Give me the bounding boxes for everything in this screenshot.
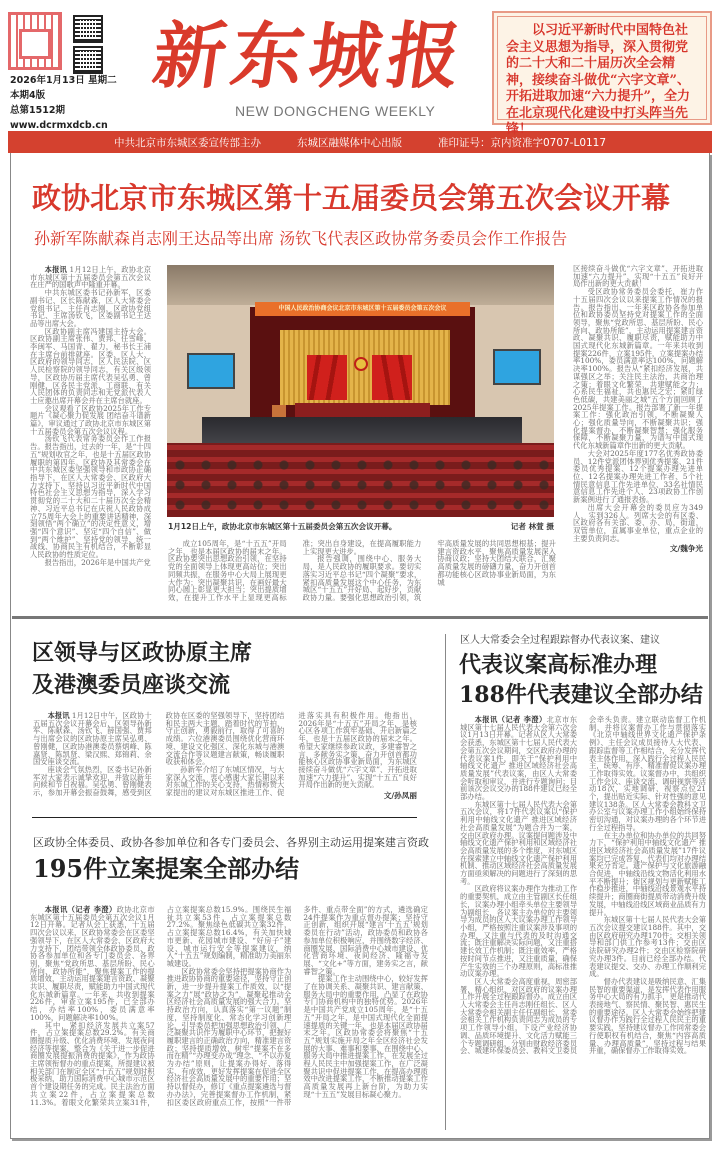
website-link[interactable]: www.dcrmxdcb.cn	[10, 120, 108, 131]
article4-kicker: 区人大常委会全过程跟踪督办代表议案、建议	[460, 635, 660, 646]
dateline: 本报讯（记者 李澄）	[474, 715, 547, 724]
paragraph-text: 区政府将议案办理作为推动工作的重要契机，成立由主管副区长任组长，议案办理小组牵头单位主要领导为副组长，各议案主办单位的主要领导为成员的区人大议案办理工作领导小组，严格按照注重议案涉及事项的办理，又注重与代表的及时沟通交流；既注重解决实际问题，又注重搭建长效工作机制；既注重效率，严格按时间节点推进，又注重质量，确保产生实效的三个办理原则，高标准推动议案办理。	[460, 884, 577, 979]
paragraph-text: 报告强调，围绕中心、服务大局，是人民政协的履职要求。要切实落实习近平总书记“四个凝聚”要求，紧扣高质量发展这个中心任务，为东城区“十五五”开好局、起好步，贡献政协力量。要强化思想政治引领，筑牢高质量发展的共同思想根基；提升建言资政水平，聚焦高质量发展深入协商议政；坚持大团结大联合，汇聚高质量发展的磅礴力量，奋力开创首都功能核心区政协事业新局面，为东城	[302, 539, 556, 602]
paragraph	[589, 916, 706, 978]
paragraph	[30, 405, 151, 436]
paragraph-text: 其中，紧扣经济发展共立案57件，占立案提案总数29.2%。有关商圈提质升级、优化消费环境、发展夜间经济等提案，整合为《关于进一步促进商圈发展提振消费的提案》，作为政协主席领衔督办的重点提案，所提建议被相关部门在制定全区“十五五”规划时积极采纳，助力国际消费中心城市示范区首个建设期任务的完成。民主法治方面共立案22件，占立案提案总数11.3%。着眼文化繁荣共立案31件，占立案提案总数15.9%。围绕民生福祉共立案53件，占立案提案总数27.2%。聚焦绿色低碳共立案32件，占立案提案总数16.4%，有关加快城市更新、花园城市建设、“好房子”建设、城市运行安全等提案建议，纳入“十五五”规划编制，精准助力美丽东城建设。	[30, 905, 292, 1107]
dateline: 本报讯	[44, 265, 68, 274]
publisher-license: 准印证号：京内资准字0707-L0117	[437, 136, 607, 149]
article3-headline[interactable]: 195件立案提案全部办结	[33, 854, 300, 883]
paragraph-text: 会议观看了区政协2025年工作专题片《凝心聚力促发展 团结奋斗谱新篇》，审议通过了政协北京市东城区第十五届委员会第五次会议议程。	[30, 403, 151, 436]
paragraph	[460, 716, 577, 801]
paragraph	[460, 801, 577, 886]
qr-code-icon[interactable]	[73, 46, 103, 74]
newspaper-title: 新东城报	[148, 13, 472, 98]
lead-subhead: 孙新军陈献森肖志刚王达品等出席 汤钦飞代表区政协常务委员会作工作报告	[34, 229, 568, 248]
cppcc-emblem-icon	[354, 357, 368, 371]
paragraph-text: 汤钦飞代表常务委员会作工作报告。报告指出，过去的一年，是“十四五”规划收官之年，也是十五届区政协履职的第四年。区政协及其常委会在中共东城区委坚强领导和市政协正确指导下，在区人大常委会、区政府大力支持下，坚持以习近平新时代中国特色社会主义思想为指导，深入学习贯彻党的二十大和二十届历次全会精神、习近平总书记在庆祝人民政协成立75周年大会上的重要讲话精神，深刻领悟“两个确立”的决定性意义，增强“四个意识”、坚定“四个自信”、做到“两个维护”，坚持党的领导、统一战线、协商民主有机结合，不断彰显人民政协的性质定位。	[30, 434, 151, 560]
newspaper-logo	[8, 12, 62, 70]
paragraph-text: 区人大常委会高度重视，周密部署，精心组织，对区政府的议案办理工作开展全过程跟踪督办。成立由区人大常委会主任肖志刚任组长、区人大常委会相关副主任任副组长，常委会相关工作机构负责同志为成员的专项工作领导小组，下设产业经济协调、品质环境提升、文化活力赋能三个专题调研组，分别由财政经济委员会、城建环保委员会、教科文卫委员会牵头负责。建立联动监督工作机制，并将议案督办工作与贯彻落实《北京中轴线世界文化遗产保护条例》、主任会议成员接待人大代表、跟踪监督等工作相结合，充分发挥代表主体作用，深入践行全过程人民民主，统筹、有序、精准督促议案办理工作取得实效。议案督办中，共组织工作会议、座谈交流、调研视察等活动18次，实地调研、视察点位21个，提出贴近实际、针对性强的意见建议138条。区人大常委会教科文卫办公室与议案办理工作小组始终保持密切沟通，对议案办理的各个环节进行全过程指导。	[460, 715, 706, 1056]
article3-body	[30, 906, 428, 1106]
paragraph-text: 中共东城区委书记孙新军，区委副书记、区长陈献森，区人大常委会党组书记、主任肖志刚，区政协党组书记、主席汤钦飞，区委副书记王达品等出席大会。	[30, 288, 151, 328]
paragraph	[589, 978, 706, 1055]
paragraph-text: 区政协常委会坚持把提案协商作为推进政协协商的重要途径，坚持守正创新，进一步提升提案工作质效，以“提案之力”展“政协之为”，凝聚起推动全区经济社会高质量发展的强大合力。坚持政治方向，认真落实“第一议题”制度，坚持制度化、常态化学习创新理论，引导委员把加强思想政治引领、广泛凝聚共识作为履职中心环节，把握好履职建言的正确政治方向，精准建言资政；坚持提质增效，树牢“提案不在多而在精”“办理变办成”理念、“不以办复为办结”原则，让提案办得好、落得实、有成效，更好发挥提案在促进全区经济社会高质量发展中的重要作用；坚持以督促办，修订《重点提案遴选与督办办法》，完善提案督办工作机制，紧扣区委区政府重点工作，按照“一件带多件、重点带全面”的方式，遴选确定24件提案作为重点督办提案；坚持守正创新，组织开展“建言‘十五五’规划委员在行动”活动，政协委员和政协各参加单位积极响应，并围绕数字经济、商圈发展、国际消费中心城市建设、优化营商环境、夜间经济、隆福寺发展、“文化+”等方面，建务实之言，献睿智之策。	[166, 905, 428, 1107]
screen-right	[493, 349, 541, 385]
newspaper-english-title: NEW DONGCHENG WEEKLY	[235, 103, 436, 119]
paragraph	[30, 328, 151, 405]
paragraph	[30, 906, 155, 1022]
screen-left	[187, 353, 235, 389]
photo-credit: 记者 林萱 摄	[510, 522, 554, 531]
conference-photo	[167, 265, 554, 517]
article4-body	[460, 716, 706, 1055]
paragraph-text: 区接续奋斗做优“六字文章”、开拓进取加速“六力提升”，实现“十五五”良好开局作出新的更大贡献！	[573, 264, 703, 289]
lead-byline: 文/魏争光	[669, 544, 703, 554]
article2-byline: 文/孙凤丽	[383, 791, 417, 801]
headline-line: 及港澳委员座谈交流	[32, 673, 231, 698]
paragraph-text: 东城区第十七届人民代表大会第五次会议提交建议188件。其中，交由区政府研究办理170件；交相关领导和部门供工作参考13件；交由区法院研究办理2件；交由区检察院研究办理3件。目前已经全部办结。代表建议提交、交办、办理工作顺利完成。	[589, 915, 706, 979]
paragraph-text: 成立105周年，是“十五五”开局之年，也是本届区政协的届末之年。区政协要突出思想政治引领，在坚持党的全面领导上体现更高站位；突出同频共振，在服务中心大局上展现更大作为；突出凝聚共识，在画好最大同心圆上彰显更大担当；突出提质增效，在提升工作水平上显现更高标准；突出自身建设，在提高履职能力上实现更大进步。	[168, 539, 422, 602]
paragraph-text: 政协北京市东城区第十五届委员会第五次会议1月12日开幕。记者从会上获悉，十五届四次会议以来，区政协常委会在区委坚强领导下，在区人大常委会、区政府大力支持下，团结带领全体政协委员、政协各参加单位和各专门委员会、各界别，聚焦“党政所思、基层所盼、民心所向、政协所能”，聚焦提案工作的提质增效，主动运用提案建言资政、凝聚共识、履职尽责，赋能助力中国式现代化东城新篇章。一年来，共收到提案226件，审查立案195件，已全部办结，办结率100%，委员满意率100%，问题解决率100%。	[30, 905, 155, 1022]
paragraph-text: 出席大会开幕会的委员应为349人，实到326人。列席大会的有区委、区政府各有关部、委、办、局，街道，双管单位，直属事业单位，重点企业的主要负责同志。	[573, 502, 703, 543]
dateline: 本报讯	[47, 711, 70, 720]
caption-text: 1月12日上午，政协北京市东城区第十五届委员会第五次会议开幕。	[168, 522, 397, 531]
paragraph	[460, 885, 577, 977]
paragraph-text: 东城区第十七届人民代表大会第五次会议，将17件代表议案以“保护利用中轴线文化遗产 推进区域经济社会高质量发展”为题合并为一案，交由区政府办理。议案提问题涉及中轴线文化遗产保护利用和区域经济社会高质量发展的多个维度，对东城区在探索建立中轴线文化遗产保护利用机制、推动区域经济社会高质量发展方面亟须解决的问题进行了深刻的思考。	[460, 799, 577, 886]
slogan-text: 以习近平新时代中国特色社会主义思想为指导，深入贯彻党的二十大和二十届历次全会精神，接续奋斗做优“六字文章”、开拓进取加速“六力提升”，全力在北京现代化建设中打头阵当先锋！	[506, 23, 690, 137]
dateline: 本报讯（记者 李澄）	[44, 905, 117, 914]
headline-line: 区领导与区政协原主席	[32, 641, 253, 666]
photo-caption	[168, 521, 554, 532]
slogan-box	[492, 11, 712, 137]
paragraph	[30, 266, 151, 289]
paragraph-text: 北京市东城区第十七届人民代表大会第六次会议1月13日开幕。记者从区人大常委会获悉，东城区第十七届人民代表大会第五次会议期间，交区政府办理的代表议案1件，即关于“保护利用中轴线文化遗产 推进区域经济社会高质量发展”代表议案，由区人大常委会听取和审议，并进行专题询问；目前该次会议交办的188件建议已经全部办结。	[460, 715, 577, 802]
paragraph-text: 区政协副主席冯建国主持大会。区政协副主席张伟、贾邦、任雪峰、李闽军、马国青、翟力，秘书长王浦在主席台前排就座。区委、区人大、区政府的领导同志，区人民法院、区人民检察院的领导同志，有关区级领导，区政协历届主席代表吴弘勇、曾刚健，区各民主党派、工商联、有关人民团体的负责同志和无党派代表人士应邀出席开幕会并在主席台就座。	[30, 326, 151, 405]
section-divider	[12, 616, 708, 619]
paragraph-text: 报告指出，2026年是中国共产党	[44, 557, 151, 567]
paragraph	[303, 975, 428, 1098]
lead-under-photo	[168, 540, 556, 602]
article-divider	[32, 817, 417, 818]
headline-line: 代表议案高标准办理	[459, 652, 658, 678]
paragraph	[573, 450, 703, 504]
article2-body	[33, 712, 417, 801]
column-divider	[445, 634, 446, 1130]
paragraph	[30, 289, 151, 328]
paragraph-text: 提案工作主动围绕中心，较好发挥了在协调关系、凝聚共识、建言献策、服务大局中的重要作用，凸显了在政协专门协商机构中的独特优势。2026年是中国共产党成立105周年，是“十五五”开局之年，是中国式现代化全面提速提质的关键一年，也是本届区政协届末之年。区政协常委会将聚焦“十五五”规划实施开局之年全区经济社会发展的大事、难事和要事，在围绕中心、服务大局中推进提案工作，在发展全过程人民民主中加强提案工作，在广泛凝聚共识中促进提案工作，在提高办理质效中改进提案工作，不断推动提案工作高质量发展再上新台阶，为助力实现“十五五”发展目标凝心聚力。	[303, 974, 428, 1099]
paragraph	[573, 265, 703, 288]
paragraph-text: 大会对2025年度177名优秀政协委员、12件党派团体界别优秀提案、21件委员优秀提案、12个提案办理先进单位、12名提案办理先进工作者、5个社情民意信息工作先进单位、33名社情民意信息工作先进个人、23项政协工作创新案例进行了通报表扬。	[573, 448, 703, 505]
article3-kicker: 区政协全体委员、政协各参加单位和各专门委员会、各界别主动运用提案建言资政	[33, 836, 429, 849]
conference-banner: 中国人民政治协商会议北京市东城区第十五届委员会第五次会议	[255, 302, 470, 316]
paragraph-text: 受区政协常务委员会委托，崔力作十五届四次会议以来提案工作情况的报告。报告指出，一年来区政协各参加单位和政协委员坚持党对提案工作的全面领导，聚焦“党政所思、基层所盼、民心所向、政协所能”，主动运用提案建言资政、凝聚共识、履职尽责，赋能助力中国式现代化东城新篇章。一年来共收到提案226件，立案195件，立案提案办结率100%，委员满意率达100%，问题解决率100%。报告从“紧扣经济发展，共谋强区之举；关注民主法治，共商治理之策；着眼文化繁荣，共建赋能之力；心系民生福祉，共也惠民之宏；紧盯绿色低碳，共建美丽之城”五个方面回顾了2025年提案工作。报告部署了新一年提案工作：强化政治引领，不断凝聚人心；强化质量导向，不断凝聚共识；强化提案督办，不断凝聚智慧；强化服务保障，不断凝聚力量，为谱写中国式现代化东城新篇章作出新的更大贡献。	[573, 287, 704, 451]
issue-pages: 本期4版	[10, 90, 46, 101]
paragraph-text: 1月12日中午，区政协十五届五次会议开幕会后，区领导孙新军、陈献森、汤钦飞、薛国强、贾邦与出席会议的区政协原主席吴弘勇、曾刚健，区政协港澳委员蔡炳峰、陈嘉贤、陈凯贤、梁汉熙、郑锦莉、余国安座谈交流。	[33, 711, 152, 767]
paragraph-text: 督办代表建议是吸纳民意、汇集民智的重要渠道，是发挥代表作用服务中心大局的有力抓手，更是推动代表接地气、察民情、聚民智、惠民生的重要途径。区人大常委会始终把建议督办作为践行全过程人民民主的重要实践，坚持建议督办工作同常委会行使职权有机结合，聚焦“内容高质量、办理高质量”，坚持过程与结果并重，确保督办工作取得实效。	[589, 976, 706, 1056]
paragraph-text: 在主办单位和协办单位的共同努力下，“保护利用中轴线文化遗产 推进区域经济社会高质量发展”17件议案均已完成答复，代表们均对办理结果充分肯定。遗产保护与文化旅游融合促进，中轴线沿线文物活化利用水平不断提升；街区规划与更新赋能工作稳步推进，中轴线沿线景观水平持续提升；商圈商街提质带动消费升级发展，中轴线沿线区域商业品质有力提升。	[589, 830, 706, 917]
paragraph	[573, 288, 703, 450]
paragraph	[33, 712, 152, 766]
issue-number: 总第1512期	[10, 105, 65, 116]
issue-info	[10, 73, 117, 133]
publisher-sponsor: 中共北京市东城区委宣传部主办	[113, 136, 261, 149]
publisher-publisher: 东城区融媒体中心出版	[296, 136, 402, 149]
paragraph	[573, 504, 703, 543]
article4-headline[interactable]	[459, 650, 703, 710]
article2-headline[interactable]	[32, 638, 252, 702]
paragraph-text: 孙新军介绍了东城区情况，与大家深入交流，衷心感谢大家长期以来对东城工作的关心支持，热情称赞大家提出的建议对东城区推进工作、促进落实具有积极作用。他指出，2026年是“十五五”开局之年，是核心区各项工作筑牢基础、开启新篇之年，也是十五届区政协的届末之年。希望大家继续参政议政，多建睿智之言，多献务实之策，奋力开创首都功能核心区政协事业新局面，为东城区接续奋斗做优“六字文章”、开拓进取加速“六力提升”，实现“十五五”良好开局作出新的更大贡献。	[165, 711, 417, 798]
paragraph	[589, 832, 706, 917]
lead-headline[interactable]: 政协北京市东城区第十五届委员会第五次会议开幕	[32, 181, 671, 215]
lead-column-1	[30, 266, 151, 566]
paragraph-text: 1月12日上午，政协北京市东城区第十五届委员会第五次会议在庄严的国歌声中隆重开幕。	[30, 265, 152, 290]
paragraph-text: 座谈会气氛热烈，区委书记孙新军对大家表示诚挚欢迎，并致以新年问候和节日祝福。吴弘勇、曾刚健表示，参加开幕会振奋鼓舞，感受到区政协在区委的坚强领导下，坚持团结和民主两大主题，踏着时代的节拍，守正创新，勇毅前行，取得了可喜的成绩。六位港澳委员围绕优化营商环境、建设文化强区、深化东城与港澳交流合作等议题建言献策，畅谈履职收获和体会。	[33, 711, 285, 798]
headline-line: 188件代表建议全部办结	[459, 682, 703, 708]
lead-right-column	[573, 265, 703, 554]
paragraph	[30, 435, 151, 558]
qr-code-icon[interactable]	[73, 15, 103, 43]
issue-date: 2026年1月13日 星期二	[10, 75, 117, 86]
paragraph	[30, 559, 151, 567]
